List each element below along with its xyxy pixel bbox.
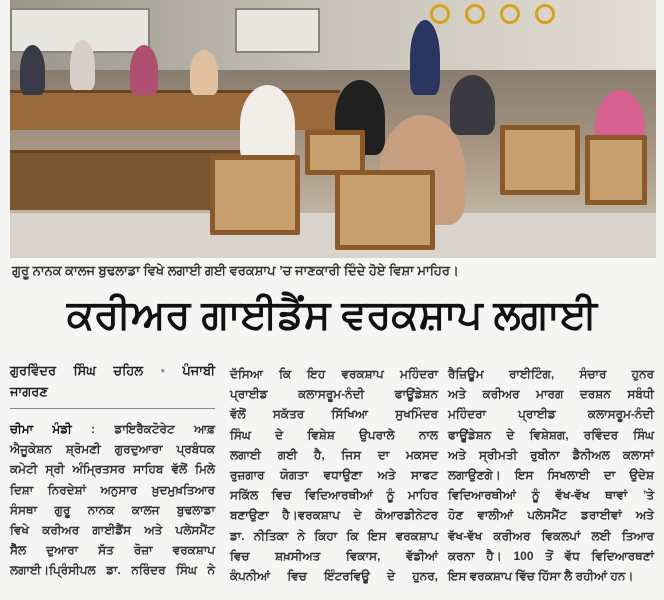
publication-name: ਪੰਜਾਬੀ	[182, 363, 215, 378]
body-line: ਲਗਾਈ।ਪ੍ਰਿੰਸੀਪਲ ਡਾ. ਨਰਿੰਦਰ ਸਿੰਘ ਨੇ	[10, 563, 215, 578]
decoration	[465, 4, 485, 24]
publication-name-cont: ਜਾਗਰਣ	[10, 384, 48, 399]
chair	[585, 135, 647, 205]
window	[235, 8, 320, 53]
byline-bullet: •	[160, 363, 165, 378]
body-line: ਅਤੇ ਸ੍ਰੀਮਤੀ ਰੁਬੀਨਾ ਡੈਨੀਅਲ ਕਲਾਸਾਂ	[448, 447, 654, 462]
body-line: ਸੈੱਲ ਦੁਆਰਾ ਸੱਤ ਰੋਜ਼ਾ ਵਰਕਸ਼ਾਪ	[10, 543, 215, 558]
headline: ਕਰੀਅਰ ਗਾਈਡੈਂਸ ਵਰਕਸ਼ਾਪ ਲਗਾਈ	[66, 293, 598, 337]
body-line: ਬਣਾਉਣਾ ਹੈ।ਵਰਕਸ਼ਾਪ ਦੇ ਕੋਆਰਡੀਨੇਟਰ	[230, 508, 438, 523]
student	[70, 40, 95, 90]
body-line: ਵੱਖ-ਵੱਖ ਕਰੀਅਰ ਵਿਕਲਪਾਂ ਲਈ ਤਿਆਰ	[448, 528, 654, 543]
body-line: ਇਸ ਵਰਕਸ਼ਾਪ ਵਿੱਚ ਹਿੱਸਾ ਲੈ ਰਹੀਆਂ ਹਨ।	[448, 569, 634, 584]
article-column-2	[230, 364, 438, 586]
body-line: ਸੰਸਥਾ ਗੁਰੂ ਨਾਨਕ ਕਾਲਜ ਬੁਢਲਾਡਾ	[10, 502, 215, 517]
decoration	[535, 4, 555, 24]
chair	[500, 125, 580, 195]
byline	[10, 360, 215, 402]
body-line: ਐਜੂਕੇਸ਼ਨ ਸ਼੍ਰੋਮਣੀ ਗੁਰਦੁਆਰਾ ਪ੍ਰਬੰਧਕ	[10, 442, 215, 457]
body-line: ਦੱਸਿਆ ਕਿ ਇਹ ਵਰਕਸ਼ਾਪ ਮਹਿੰਦਰਾ	[230, 367, 438, 381]
workshop-photo	[10, 0, 656, 258]
student	[20, 45, 45, 95]
body-line: ਵਿਦਿਆਰਥੀਆਂ ਨੂੰ ਵੱਖ-ਵੱਖ ਥਾਵਾਂ ’ਤੇ	[448, 488, 654, 503]
body-line: ਅਤੇ ਕਰੀਅਰ ਮਾਰਗ ਦਰਸ਼ਨ ਸਬੰਧੀ	[448, 387, 654, 402]
body-line: ਲਗਾਈ ਗਈ ਹੈ, ਜਿਸ ਦਾ ਮਕਸਦ	[230, 447, 438, 462]
body-line: ਰੈਜ਼ਿਊਮ ਰਾਈਟਿੰਗ, ਸੰਚਾਰ ਹੁਨਰ	[448, 367, 654, 381]
body-text: : ਡਾਇਰੈਕਟੋਰੇਟ ਆਫ਼	[91, 422, 215, 436]
author-name: ਗੁਰਵਿੰਦਰ ਸਿੰਘ ਚਹਿਲ	[10, 363, 144, 378]
body-line: ਵਿਚ ਸ਼ਖ਼ਸੀਅਤ ਵਿਕਾਸ, ਵੱਡੀਆਂ	[230, 548, 438, 563]
speaker	[410, 20, 440, 95]
body-line: ਸਕਿੱਲ ਵਿਚ ਵਿਦਿਆਰਥੀਆਂ ਨੂੰ ਮਾਹਿਰ	[230, 488, 438, 503]
body-line: ਰੁਜ਼ਗਾਰ ਯੋਗਤਾ ਵਧਾਉਣਾ ਅਤੇ ਸਾਫਟ	[230, 468, 438, 483]
body-line: ਕੰਪਨੀਆਂ ਵਿਚ ਇੰਟਰਵਿਊ ਦੇ ਹੁਨਰ,	[230, 569, 438, 584]
body-line: ਵਿਖੇ ਕਰੀਅਰ ਗਾਈਡੈਂਸ ਅਤੇ ਪਲੇਸਮੈਂਟ	[10, 523, 215, 538]
article-column-3	[448, 364, 654, 586]
decoration	[500, 4, 520, 24]
article-column-1	[10, 360, 215, 581]
chair	[335, 170, 435, 250]
body-line: ਫਾਊਂਡੇਸ਼ਨ ਦੇ ਵਿਸ਼ੇਸ਼ਗ, ਰਵਿੰਦਰ ਸਿੰਘ	[448, 427, 654, 442]
body-line: ਵੱਲੋਂ ਸਕੱਤਰ ਸਿੱਖਿਆ ਸੁਖਮਿੰਦਰ	[230, 407, 438, 422]
student	[240, 85, 295, 165]
body-line: ਸਿੰਘ ਦੇ ਵਿਸ਼ੇਸ਼ ਉਪਰਾਲੇ ਨਾਲ	[230, 427, 438, 442]
student	[450, 75, 495, 135]
dateline: ਚੀਮਾ ਮੰਡੀ	[10, 422, 72, 436]
body-line: ਮਹਿੰਦਰਾ ਪ੍ਰਾਈਡ ਕਲਾਸਰੂਮ-ਨੰਦੀ	[448, 407, 654, 422]
byline-divider	[10, 408, 215, 409]
student	[190, 50, 218, 95]
body-line: ਕਰਨਾ ਹੈ। 100 ਤੋਂ ਵੱਧ ਵਿਦਿਆਰਥਣਾਂ	[448, 548, 654, 563]
body-line: ਡਾ. ਨੀਤਿਕਾ ਨੇ ਕਿਹਾ ਕਿ ਇਸ ਵਰਕਸ਼ਾਪ	[230, 528, 438, 543]
body-line: ਲਗਾਉਣਗੇ। ਇਸ ਸਿਖਲਾਈ ਦਾ ਉਦੇਸ਼	[448, 468, 654, 483]
student	[130, 45, 158, 95]
chair	[210, 155, 300, 235]
body-line: ਪ੍ਰਾਈਡ ਕਲਾਸਰੂਮ-ਨੰਦੀ ਫਾਊਂਡੇਸ਼ਨ	[230, 387, 438, 402]
floor	[10, 213, 656, 258]
chair	[305, 130, 365, 175]
photo-caption: ਗੁਰੂ ਨਾਨਕ ਕਾਲਜ ਬੁਢਲਾਡਾ ਵਿਖੇ ਲਗਾਈ ਗਈ ਵਰਕਸ਼ਾਪ ’ਚ ਜਾਣਕਾਰੀ ਦਿੰਦੇ ਹੋਏ ਵਿਸ਼ਾ ਮਾਹਿਰ।	[12, 263, 459, 278]
decoration	[430, 4, 450, 24]
body-line: ਕਮੇਟੀ ਸ੍ਰੀ ਅੰਮ੍ਰਿਤਸਰ ਸਾਹਿਬ ਵੱਲੋਂ ਮਿਲੇ	[10, 462, 215, 477]
body-line: ਦਿਸ਼ਾ ਨਿਰਦੇਸ਼ਾਂ ਅਨੁਸਾਰ ਖ਼ੁਦਮੁਖ਼ਤਿਆਰ	[10, 482, 215, 497]
body-line: ਹੋਣ ਵਾਲੀਆਂ ਪਲੇਸਮੈਂਟ ਡਰਾਈਵਾਂ ਅਤੇ	[448, 508, 654, 523]
